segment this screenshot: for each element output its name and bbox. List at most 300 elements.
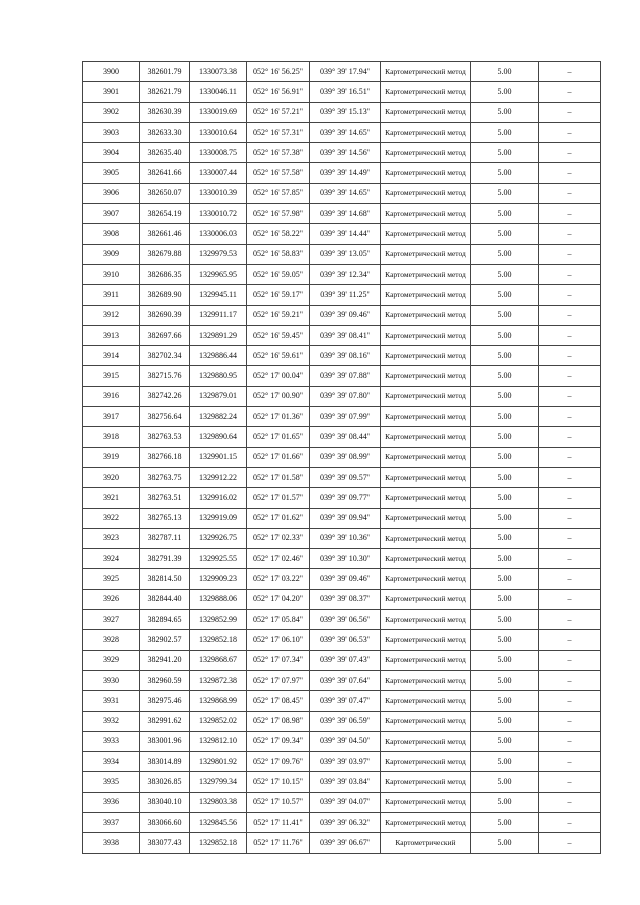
method-cell: Картометрический метод (381, 407, 471, 427)
accuracy-cell: 5.00 (471, 488, 539, 508)
coord-x-cell: 382654.19 (140, 204, 190, 224)
point-number-cell: 3911 (83, 285, 140, 305)
coord-x-cell: 382763.53 (140, 427, 190, 447)
method-cell: Картометрический метод (381, 346, 471, 366)
method-cell: Картометрический метод (381, 711, 471, 731)
latitude-cell: 052° 17' 02.46" (247, 549, 310, 569)
longitude-cell: 039° 39' 03.84" (310, 772, 381, 792)
table-row (83, 305, 601, 325)
longitude-cell: 039° 39' 04.07" (310, 792, 381, 812)
method-cell: Картометрический метод (381, 204, 471, 224)
note-cell: – (539, 366, 601, 386)
point-number-cell: 3930 (83, 670, 140, 690)
note-cell: – (539, 143, 601, 163)
coord-y-cell: 1330046.11 (190, 82, 247, 102)
coord-x-cell: 382844.40 (140, 589, 190, 609)
note-cell: – (539, 528, 601, 548)
accuracy-cell: 5.00 (471, 792, 539, 812)
latitude-cell: 052° 16' 59.61" (247, 346, 310, 366)
note-cell: – (539, 386, 601, 406)
coord-x-cell: 382702.34 (140, 346, 190, 366)
method-cell: Картометрический метод (381, 264, 471, 284)
longitude-cell: 039° 39' 13.05" (310, 244, 381, 264)
latitude-cell: 052° 16' 58.22" (247, 224, 310, 244)
method-cell: Картометрический метод (381, 285, 471, 305)
coord-y-cell: 1329812.10 (190, 731, 247, 751)
latitude-cell: 052° 17' 10.15" (247, 772, 310, 792)
latitude-cell: 052° 17' 01.36" (247, 407, 310, 427)
coord-y-cell: 1330007.44 (190, 163, 247, 183)
method-cell: Картометрический метод (381, 102, 471, 122)
note-cell: – (539, 427, 601, 447)
coord-x-cell: 382763.51 (140, 488, 190, 508)
latitude-cell: 052° 17' 01.66" (247, 447, 310, 467)
point-number-cell: 3918 (83, 427, 140, 447)
table-row (83, 488, 601, 508)
latitude-cell: 052° 16' 59.45" (247, 325, 310, 345)
table-row (83, 691, 601, 711)
note-cell: – (539, 102, 601, 122)
latitude-cell: 052° 16' 59.17" (247, 285, 310, 305)
point-number-cell: 3903 (83, 122, 140, 142)
method-cell: Картометрический метод (381, 752, 471, 772)
coord-y-cell: 1329979.53 (190, 244, 247, 264)
method-cell: Картометрический метод (381, 772, 471, 792)
longitude-cell: 039° 39' 04.50" (310, 731, 381, 751)
coord-y-cell: 1329879.01 (190, 386, 247, 406)
coord-y-cell: 1330073.38 (190, 62, 247, 82)
point-number-cell: 3908 (83, 224, 140, 244)
table-row (83, 346, 601, 366)
latitude-cell: 052° 17' 00.90" (247, 386, 310, 406)
method-cell: Картометрический метод (381, 427, 471, 447)
latitude-cell: 052° 16' 57.98" (247, 204, 310, 224)
method-cell: Картометрический метод (381, 366, 471, 386)
table-row (83, 163, 601, 183)
coord-y-cell: 1330008.75 (190, 143, 247, 163)
method-cell: Картометрический метод (381, 508, 471, 528)
coord-y-cell: 1329852.02 (190, 711, 247, 731)
method-cell: Картометрический метод (381, 467, 471, 487)
latitude-cell: 052° 16' 57.31" (247, 122, 310, 142)
accuracy-cell: 5.00 (471, 508, 539, 528)
note-cell: – (539, 670, 601, 690)
note-cell: – (539, 610, 601, 630)
accuracy-cell: 5.00 (471, 325, 539, 345)
accuracy-cell: 5.00 (471, 650, 539, 670)
accuracy-cell: 5.00 (471, 833, 539, 853)
latitude-cell: 052° 17' 01.62" (247, 508, 310, 528)
longitude-cell: 039° 39' 17.94" (310, 62, 381, 82)
point-number-cell: 3913 (83, 325, 140, 345)
point-number-cell: 3901 (83, 82, 140, 102)
point-number-cell: 3923 (83, 528, 140, 548)
coord-y-cell: 1330006.03 (190, 224, 247, 244)
table-row (83, 427, 601, 447)
point-number-cell: 3902 (83, 102, 140, 122)
table-row (83, 82, 601, 102)
table-row (83, 833, 601, 853)
coord-x-cell: 382756.64 (140, 407, 190, 427)
longitude-cell: 039° 39' 09.57" (310, 467, 381, 487)
table-row (83, 264, 601, 284)
latitude-cell: 052° 16' 57.85" (247, 183, 310, 203)
note-cell: – (539, 630, 601, 650)
longitude-cell: 039° 39' 06.56" (310, 610, 381, 630)
accuracy-cell: 5.00 (471, 731, 539, 751)
accuracy-cell: 5.00 (471, 82, 539, 102)
latitude-cell: 052° 17' 10.57" (247, 792, 310, 812)
latitude-cell: 052° 17' 06.10" (247, 630, 310, 650)
coord-y-cell: 1329945.11 (190, 285, 247, 305)
coord-x-cell: 382633.30 (140, 122, 190, 142)
point-number-cell: 3917 (83, 407, 140, 427)
longitude-cell: 039° 39' 11.25" (310, 285, 381, 305)
method-cell: Картометрический метод (381, 792, 471, 812)
longitude-cell: 039° 39' 07.47" (310, 691, 381, 711)
table-row (83, 792, 601, 812)
longitude-cell: 039° 39' 16.51" (310, 82, 381, 102)
coord-y-cell: 1329916.02 (190, 488, 247, 508)
accuracy-cell: 5.00 (471, 772, 539, 792)
note-cell: – (539, 82, 601, 102)
longitude-cell: 039° 39' 09.94" (310, 508, 381, 528)
point-number-cell: 3900 (83, 62, 140, 82)
accuracy-cell: 5.00 (471, 62, 539, 82)
latitude-cell: 052° 16' 57.21" (247, 102, 310, 122)
coord-x-cell: 382641.66 (140, 163, 190, 183)
coord-x-cell: 382960.59 (140, 670, 190, 690)
coord-x-cell: 383040.10 (140, 792, 190, 812)
longitude-cell: 039° 39' 07.99" (310, 407, 381, 427)
accuracy-cell: 5.00 (471, 386, 539, 406)
accuracy-cell: 5.00 (471, 183, 539, 203)
point-number-cell: 3938 (83, 833, 140, 853)
longitude-cell: 039° 39' 09.77" (310, 488, 381, 508)
latitude-cell: 052° 17' 09.76" (247, 752, 310, 772)
coord-y-cell: 1329886.44 (190, 346, 247, 366)
longitude-cell: 039° 39' 10.30" (310, 549, 381, 569)
table-row (83, 366, 601, 386)
coord-y-cell: 1329872.38 (190, 670, 247, 690)
note-cell: – (539, 305, 601, 325)
accuracy-cell: 5.00 (471, 610, 539, 630)
point-number-cell: 3907 (83, 204, 140, 224)
point-number-cell: 3910 (83, 264, 140, 284)
coord-y-cell: 1329890.64 (190, 427, 247, 447)
coord-x-cell: 383026.85 (140, 772, 190, 792)
coord-y-cell: 1329911.17 (190, 305, 247, 325)
table-row (83, 467, 601, 487)
note-cell: – (539, 772, 601, 792)
table-row (83, 528, 601, 548)
point-number-cell: 3904 (83, 143, 140, 163)
coord-y-cell: 1329909.23 (190, 569, 247, 589)
latitude-cell: 052° 16' 59.05" (247, 264, 310, 284)
longitude-cell: 039° 39' 09.46" (310, 305, 381, 325)
latitude-cell: 052° 16' 56.25" (247, 62, 310, 82)
accuracy-cell: 5.00 (471, 467, 539, 487)
table-row (83, 285, 601, 305)
note-cell: – (539, 264, 601, 284)
accuracy-cell: 5.00 (471, 691, 539, 711)
latitude-cell: 052° 17' 01.65" (247, 427, 310, 447)
table-row (83, 102, 601, 122)
table-row (83, 630, 601, 650)
coord-x-cell: 382941.20 (140, 650, 190, 670)
accuracy-cell: 5.00 (471, 528, 539, 548)
accuracy-cell: 5.00 (471, 264, 539, 284)
note-cell: – (539, 549, 601, 569)
accuracy-cell: 5.00 (471, 569, 539, 589)
note-cell: – (539, 569, 601, 589)
coord-y-cell: 1329799.34 (190, 772, 247, 792)
note-cell: – (539, 792, 601, 812)
longitude-cell: 039° 39' 07.88" (310, 366, 381, 386)
note-cell: – (539, 731, 601, 751)
point-number-cell: 3928 (83, 630, 140, 650)
table-row (83, 407, 601, 427)
note-cell: – (539, 508, 601, 528)
latitude-cell: 052° 17' 09.34" (247, 731, 310, 751)
method-cell: Картометрический метод (381, 386, 471, 406)
coord-x-cell: 382635.40 (140, 143, 190, 163)
table-row (83, 62, 601, 82)
coord-y-cell: 1329801.92 (190, 752, 247, 772)
longitude-cell: 039° 39' 06.67" (310, 833, 381, 853)
coord-x-cell: 382975.46 (140, 691, 190, 711)
coord-y-cell: 1329852.18 (190, 630, 247, 650)
coord-x-cell: 382601.79 (140, 62, 190, 82)
point-number-cell: 3922 (83, 508, 140, 528)
coord-y-cell: 1329882.24 (190, 407, 247, 427)
coord-y-cell: 1329965.95 (190, 264, 247, 284)
point-number-cell: 3936 (83, 792, 140, 812)
coordinates-table (82, 61, 601, 854)
point-number-cell: 3927 (83, 610, 140, 630)
latitude-cell: 052° 17' 07.97" (247, 670, 310, 690)
accuracy-cell: 5.00 (471, 549, 539, 569)
point-number-cell: 3912 (83, 305, 140, 325)
table-row (83, 731, 601, 751)
accuracy-cell: 5.00 (471, 670, 539, 690)
method-cell: Картометрический метод (381, 163, 471, 183)
note-cell: – (539, 488, 601, 508)
coord-y-cell: 1329891.29 (190, 325, 247, 345)
accuracy-cell: 5.00 (471, 407, 539, 427)
method-cell: Картометрический метод (381, 183, 471, 203)
latitude-cell: 052° 17' 03.22" (247, 569, 310, 589)
point-number-cell: 3916 (83, 386, 140, 406)
point-number-cell: 3929 (83, 650, 140, 670)
table-row (83, 670, 601, 690)
accuracy-cell: 5.00 (471, 163, 539, 183)
table-body (83, 62, 601, 854)
point-number-cell: 3933 (83, 731, 140, 751)
longitude-cell: 039° 39' 12.34" (310, 264, 381, 284)
coord-y-cell: 1329919.09 (190, 508, 247, 528)
accuracy-cell: 5.00 (471, 244, 539, 264)
longitude-cell: 039° 39' 06.59" (310, 711, 381, 731)
coord-y-cell: 1329852.18 (190, 833, 247, 853)
longitude-cell: 039° 39' 10.36" (310, 528, 381, 548)
note-cell: – (539, 346, 601, 366)
accuracy-cell: 5.00 (471, 366, 539, 386)
method-cell: Картометрический метод (381, 82, 471, 102)
method-cell: Картометрический метод (381, 650, 471, 670)
coord-y-cell: 1329880.95 (190, 366, 247, 386)
latitude-cell: 052° 17' 01.58" (247, 467, 310, 487)
accuracy-cell: 5.00 (471, 427, 539, 447)
coord-x-cell: 382661.46 (140, 224, 190, 244)
longitude-cell: 039° 39' 07.64" (310, 670, 381, 690)
coord-y-cell: 1329868.67 (190, 650, 247, 670)
note-cell: – (539, 407, 601, 427)
table-row (83, 447, 601, 467)
point-number-cell: 3914 (83, 346, 140, 366)
table-row (83, 772, 601, 792)
coord-y-cell: 1329888.06 (190, 589, 247, 609)
longitude-cell: 039° 39' 06.53" (310, 630, 381, 650)
note-cell: – (539, 224, 601, 244)
method-cell: Картометрический метод (381, 62, 471, 82)
accuracy-cell: 5.00 (471, 812, 539, 832)
coord-x-cell: 382715.76 (140, 366, 190, 386)
accuracy-cell: 5.00 (471, 122, 539, 142)
coord-y-cell: 1329868.99 (190, 691, 247, 711)
table-row (83, 812, 601, 832)
longitude-cell: 039° 39' 15.13" (310, 102, 381, 122)
coord-x-cell: 382765.13 (140, 508, 190, 528)
method-cell: Картометрический метод (381, 610, 471, 630)
method-cell: Картометрический метод (381, 549, 471, 569)
method-cell: Картометрический метод (381, 143, 471, 163)
method-cell: Картометрический метод (381, 569, 471, 589)
latitude-cell: 052° 16' 57.38" (247, 143, 310, 163)
longitude-cell: 039° 39' 14.68" (310, 204, 381, 224)
coord-y-cell: 1329926.75 (190, 528, 247, 548)
accuracy-cell: 5.00 (471, 346, 539, 366)
table-row (83, 752, 601, 772)
longitude-cell: 039° 39' 08.44" (310, 427, 381, 447)
method-cell: Картометрический метод (381, 731, 471, 751)
method-cell: Картометрический метод (381, 589, 471, 609)
coord-y-cell: 1329925.55 (190, 549, 247, 569)
longitude-cell: 039° 39' 14.65" (310, 122, 381, 142)
method-cell: Картометрический метод (381, 488, 471, 508)
point-number-cell: 3909 (83, 244, 140, 264)
table-row (83, 549, 601, 569)
point-number-cell: 3931 (83, 691, 140, 711)
longitude-cell: 039° 39' 03.97" (310, 752, 381, 772)
coord-y-cell: 1329803.38 (190, 792, 247, 812)
longitude-cell: 039° 39' 14.56" (310, 143, 381, 163)
coord-x-cell: 382787.11 (140, 528, 190, 548)
method-cell: Картометрический метод (381, 447, 471, 467)
note-cell: – (539, 752, 601, 772)
longitude-cell: 039° 39' 14.44" (310, 224, 381, 244)
accuracy-cell: 5.00 (471, 285, 539, 305)
longitude-cell: 039° 39' 07.80" (310, 386, 381, 406)
point-number-cell: 3920 (83, 467, 140, 487)
latitude-cell: 052° 17' 11.76" (247, 833, 310, 853)
longitude-cell: 039° 39' 09.46" (310, 569, 381, 589)
coord-y-cell: 1329852.99 (190, 610, 247, 630)
table-row (83, 224, 601, 244)
coord-x-cell: 382991.62 (140, 711, 190, 731)
latitude-cell: 052° 17' 00.04" (247, 366, 310, 386)
note-cell: – (539, 244, 601, 264)
latitude-cell: 052° 17' 08.98" (247, 711, 310, 731)
coord-x-cell: 382697.66 (140, 325, 190, 345)
latitude-cell: 052° 17' 02.33" (247, 528, 310, 548)
note-cell: – (539, 650, 601, 670)
note-cell: – (539, 589, 601, 609)
method-cell: Картометрический (381, 833, 471, 853)
accuracy-cell: 5.00 (471, 204, 539, 224)
coord-y-cell: 1330010.72 (190, 204, 247, 224)
accuracy-cell: 5.00 (471, 143, 539, 163)
point-number-cell: 3924 (83, 549, 140, 569)
accuracy-cell: 5.00 (471, 711, 539, 731)
method-cell: Картометрический метод (381, 224, 471, 244)
note-cell: – (539, 812, 601, 832)
latitude-cell: 052° 17' 01.57" (247, 488, 310, 508)
method-cell: Картометрический метод (381, 630, 471, 650)
table-row (83, 610, 601, 630)
point-number-cell: 3934 (83, 752, 140, 772)
coord-x-cell: 382763.75 (140, 467, 190, 487)
coord-y-cell: 1329912.22 (190, 467, 247, 487)
note-cell: – (539, 711, 601, 731)
accuracy-cell: 5.00 (471, 630, 539, 650)
latitude-cell: 052° 16' 58.83" (247, 244, 310, 264)
coord-x-cell: 382689.90 (140, 285, 190, 305)
coord-x-cell: 382630.39 (140, 102, 190, 122)
note-cell: – (539, 163, 601, 183)
point-number-cell: 3932 (83, 711, 140, 731)
longitude-cell: 039° 39' 08.99" (310, 447, 381, 467)
point-number-cell: 3937 (83, 812, 140, 832)
table-row (83, 122, 601, 142)
latitude-cell: 052° 17' 07.34" (247, 650, 310, 670)
table-row (83, 244, 601, 264)
note-cell: – (539, 467, 601, 487)
table-row (83, 711, 601, 731)
coord-x-cell: 382766.18 (140, 447, 190, 467)
table-row (83, 143, 601, 163)
accuracy-cell: 5.00 (471, 305, 539, 325)
coord-y-cell: 1329845.56 (190, 812, 247, 832)
accuracy-cell: 5.00 (471, 752, 539, 772)
method-cell: Картометрический метод (381, 244, 471, 264)
longitude-cell: 039° 39' 08.41" (310, 325, 381, 345)
coord-y-cell: 1330019.69 (190, 102, 247, 122)
coord-x-cell: 382791.39 (140, 549, 190, 569)
point-number-cell: 3926 (83, 589, 140, 609)
coord-x-cell: 382814.50 (140, 569, 190, 589)
table-row (83, 508, 601, 528)
accuracy-cell: 5.00 (471, 589, 539, 609)
note-cell: – (539, 285, 601, 305)
table-row (83, 386, 601, 406)
method-cell: Картометрический метод (381, 122, 471, 142)
method-cell: Картометрический метод (381, 670, 471, 690)
longitude-cell: 039° 39' 06.32" (310, 812, 381, 832)
point-number-cell: 3919 (83, 447, 140, 467)
coord-x-cell: 383014.89 (140, 752, 190, 772)
point-number-cell: 3905 (83, 163, 140, 183)
